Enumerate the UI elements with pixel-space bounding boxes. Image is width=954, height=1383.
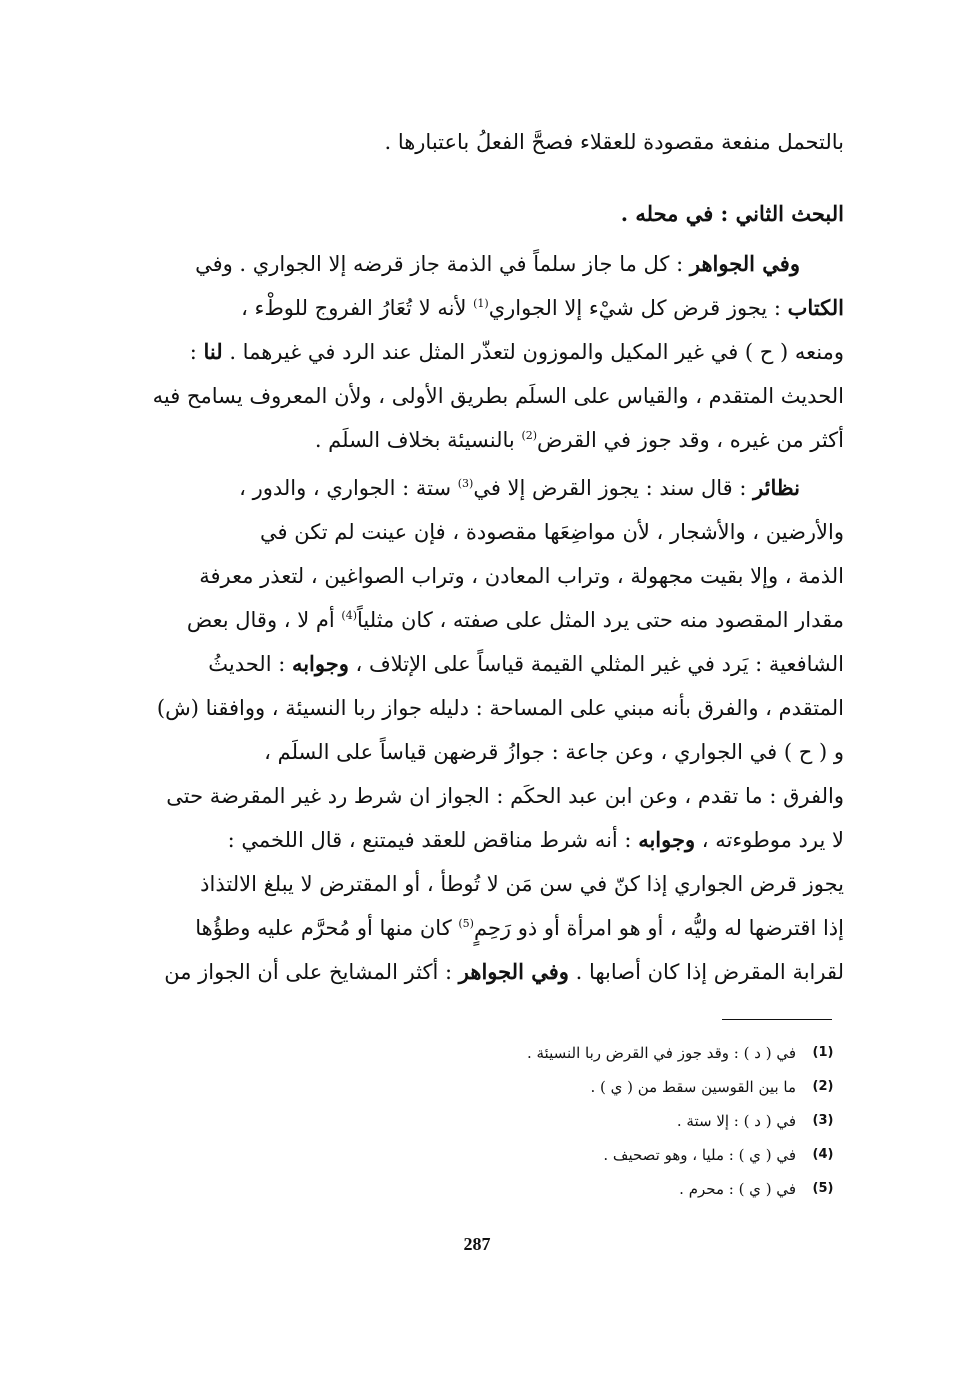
text-run: إذا اقترضها له وليُّه ، أو هو امرأة أو ذو رَحِمٍ [473, 916, 844, 940]
text-line [176, 330, 844, 374]
text-run: أكثر من غيره ، وقد جوز في القرض [537, 428, 844, 452]
footnotes [356, 1036, 836, 1206]
page-number: 287 [463, 1234, 491, 1254]
text-run: كان منها أو مُحرَّم عليه وطؤُها [195, 916, 459, 940]
section-heading-text: البحث الثاني : في محله . [620, 201, 844, 226]
text-run: لا يرد موطوءته ، [695, 828, 844, 852]
footnote-item [356, 1138, 836, 1172]
text-run: لأنه لا تُعَارُ الفروج للوطْء ، [241, 296, 474, 320]
text-run: : أنه شرط مناقض للعقد فيمتنع ، قال اللخمي : [227, 828, 639, 852]
bold-term: وفي الجواهر [458, 959, 569, 984]
text-line: يجوز قرض الجواري إذا كنّ في سن مَن لا تُوطأ ، أو المقترض لا يبلغ الالتذاذ [200, 872, 844, 896]
paragraph-2 [156, 466, 844, 994]
bold-term: الكتاب [787, 295, 844, 320]
text-run: : قال سند : يجوز القرض إلا في [473, 476, 754, 500]
footnote-item [356, 1172, 836, 1206]
footnote-separator [722, 1019, 832, 1020]
text-run: : أكثر المشايخ على أن الجواز من [164, 960, 459, 984]
text-line [176, 286, 844, 330]
text-line [176, 466, 844, 510]
footnote-ref: (4) [341, 609, 357, 622]
bold-term: نظائر [753, 475, 800, 500]
text-run: لقرابة المقرض إذا كان أصابها . [568, 960, 844, 984]
footnote-text: في ( د ) : وقد جوز في القرض ربا النسيئة . [526, 1044, 796, 1062]
main-text [152, 120, 844, 994]
text-run: ستة : الجواري ، والدور ، [239, 476, 458, 500]
footnote-ref: (3) [457, 477, 474, 490]
footnote-item [356, 1070, 836, 1104]
text-line [176, 418, 844, 462]
footnote-item [356, 1036, 836, 1070]
paragraph-1 [152, 242, 844, 462]
text-run: : [189, 340, 204, 364]
text-line: بالتحمل منفعة مقصودة للعقلاء فصحَّ الفعلُ باعتبارها . [384, 130, 844, 154]
footnote-text: ما بين القوسين سقط من ( ي ) . [590, 1078, 796, 1096]
text-line: والأرضين ، والأشجار ، لأن مواضِعَها مقصودة ، فإن عينت لم تكن في [259, 520, 844, 544]
text-line [176, 598, 844, 642]
text-run: : كل ما جاز سلماً في الذمة جاز قرضه إلا الجواري . وفي [195, 252, 690, 276]
footnote-text: في ( ي ) : محرم . [679, 1180, 796, 1198]
text-line [176, 906, 844, 950]
footnote-text: في ( ي ) : مليا ، وهو تصحيف . [603, 1146, 796, 1164]
footnote-number: (2) [812, 1079, 834, 1094]
text-run: مقدار المقصود منه حتى يرد المثل على صفته ، كان مثلياً [357, 608, 844, 632]
text-line [176, 642, 844, 686]
bold-term: لنا [203, 339, 223, 364]
bold-term: وجوابه [291, 651, 349, 676]
footnote-ref: (5) [458, 917, 474, 930]
bold-term: وجوابه [638, 827, 696, 852]
footnote-number: (1) [812, 1045, 834, 1060]
footnote-ref: (1) [473, 297, 489, 310]
text-run: بالنسيئة بخلاف السلَم . [314, 428, 522, 452]
bold-term: وفي الجواهر [689, 251, 800, 276]
text-line: المتقدم ، والفرق بأنه مبني على المساحة : دليله جواز ربا النسيئة ، ووافقنا (ش) [156, 696, 844, 720]
footnote-ref: (2) [521, 429, 538, 442]
text-run: ومنعه ( ح ) في غير المكيل والموزون لتعذّر المثل عند الرد في غيرهما . [222, 340, 844, 364]
text-line: الذمة ، وإلا بقيت مجهولة ، وتراب المعادن ، وتراب الصواغين ، لتعذر معرفة [199, 564, 844, 588]
text-line [176, 242, 844, 286]
text-run: أم لا ، وقال بعض [186, 608, 342, 632]
footnote-text: في ( د ) : إلا ستة . [676, 1112, 796, 1130]
text-line [164, 950, 844, 994]
text-run: الشافعية : يَرد في غير المثلي القيمة قياساً على الإتلاف ، [348, 652, 844, 676]
text-run: : الحديثُ [208, 652, 292, 676]
text-run: : يجوز قرض كل شيْء إلا الجواري [488, 296, 788, 320]
footnote-number: (4) [812, 1147, 834, 1162]
text-line [176, 818, 844, 862]
footnote-number: (5) [812, 1181, 834, 1196]
text-line: الحديث المتقدم ، والقياس على السلَم بطريق الأولى ، ولأن المعروف يسامح فيه [152, 384, 844, 408]
text-line: والفرق : ما تقدم ، وعن ابن عبد الحكَم : الجواز ان شرط رد غير المقرضة حتى [166, 784, 844, 808]
footnote-item [356, 1104, 836, 1138]
footnote-number: (3) [812, 1113, 834, 1128]
section-heading [176, 192, 844, 236]
text-line: و ( ح ) في الجواري ، وعن جاعة : جوازُ قرضهن قياساً على السلَم ، [264, 740, 844, 764]
